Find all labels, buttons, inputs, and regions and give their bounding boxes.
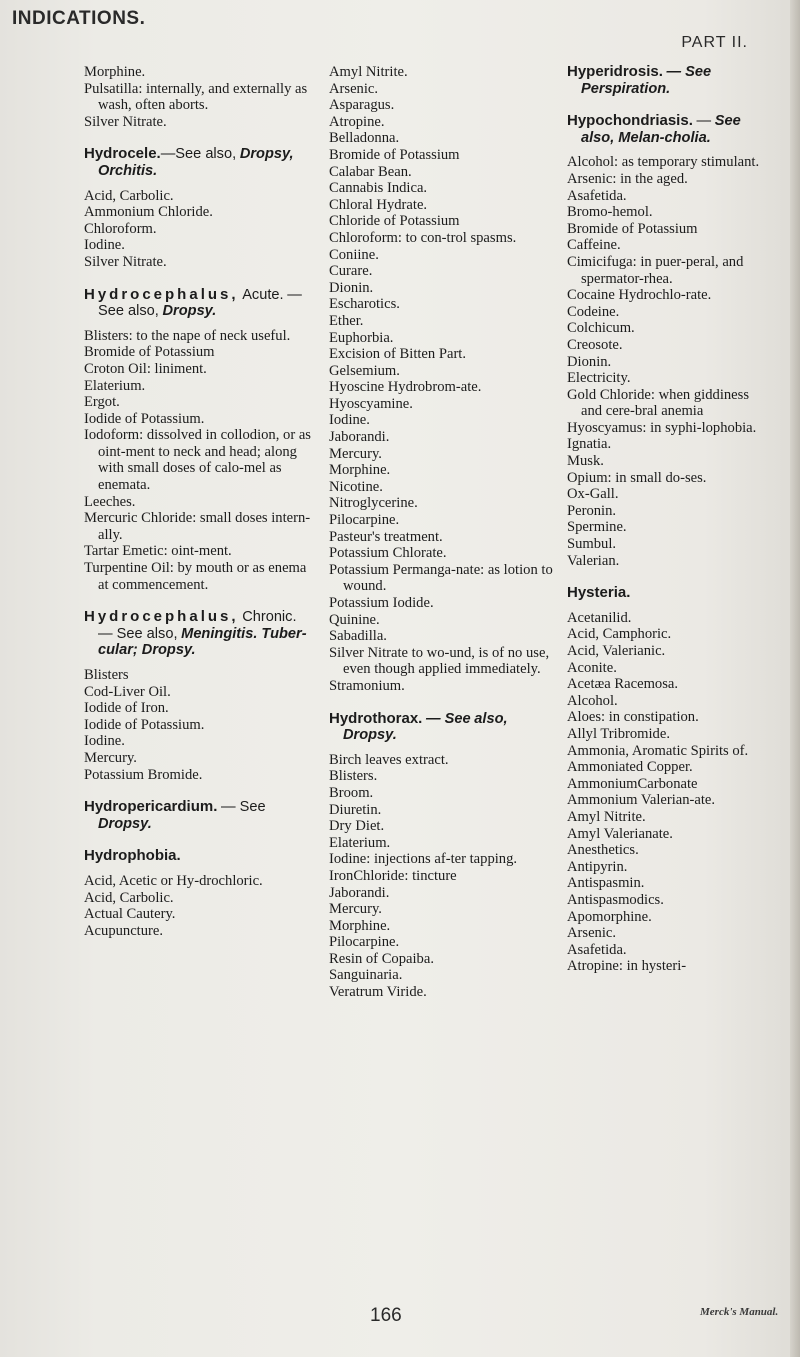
entry-list bbox=[567, 610, 773, 975]
list-item: Curare. bbox=[329, 263, 373, 280]
list-item: Ether. bbox=[329, 312, 364, 329]
list-item: Arsenic. bbox=[329, 80, 379, 97]
list-item: Arsenic. bbox=[567, 925, 617, 942]
heading-hysteria: Hysteria. bbox=[567, 584, 631, 602]
list-item: Ergot. bbox=[84, 394, 120, 411]
list-item: Nitroglycerine. bbox=[329, 495, 418, 512]
entry-list bbox=[84, 667, 312, 783]
list-item: Morphine. bbox=[329, 917, 391, 934]
list-item: Cannabis Indica. bbox=[329, 180, 428, 197]
list-item: Mercury. bbox=[329, 445, 382, 462]
list-item: Antispasmin. bbox=[567, 875, 645, 892]
list-item: Valerian. bbox=[567, 552, 620, 569]
list-item: Stramonium. bbox=[329, 677, 405, 694]
column-1 bbox=[84, 64, 312, 939]
list-item: Calabar Bean. bbox=[329, 163, 412, 180]
list-item: Veratrum Viride. bbox=[329, 984, 427, 1001]
column-2 bbox=[329, 64, 557, 1001]
list-item: Diuretin. bbox=[329, 801, 382, 818]
list-item: Bromide of Potassium bbox=[567, 220, 698, 237]
list-item: Coniine. bbox=[329, 246, 379, 263]
list-item: Potassium Permanga-nate: as lotion to wound. bbox=[329, 561, 553, 595]
list-item: Ammoniated Copper. bbox=[567, 759, 693, 776]
list-item: Amyl Nitrite. bbox=[567, 808, 646, 825]
heading-hydropericardium: Hydropericardium. — See Dropsy. bbox=[84, 798, 266, 832]
list-item: Pilocarpine. bbox=[329, 512, 400, 529]
list-item: Silver Nitrate to wo-und, is of no use, even though applied immediately. bbox=[329, 644, 550, 678]
list-item: Elaterium. bbox=[84, 377, 146, 394]
list-item: Chloral Hydrate. bbox=[329, 196, 428, 213]
list-item: Quinine. bbox=[329, 611, 380, 628]
list-item: Potassium Iodide. bbox=[329, 595, 434, 611]
list-item: Morphine. bbox=[84, 64, 146, 80]
list-item: Birch leaves extract. bbox=[329, 751, 449, 768]
list-item: Antipyrin. bbox=[567, 858, 628, 875]
entry-list bbox=[567, 154, 773, 569]
list-item: Alcohol. bbox=[567, 692, 618, 709]
list-item: Iodine. bbox=[84, 733, 125, 750]
list-item: Sumbul. bbox=[567, 536, 617, 553]
list-item: Spermine. bbox=[567, 519, 627, 536]
heading-hydrocephalus-chronic: Hydrocephalus, Chronic. — See also, Meningitis. Tuber-cular; Dropsy. bbox=[84, 608, 307, 659]
list-item: Ammonia, Aromatic Spirits of. bbox=[567, 742, 749, 759]
list-item: Bromide of Potassium bbox=[329, 146, 460, 163]
entry-list bbox=[329, 752, 557, 1001]
list-item: Cimicifuga: in puer-peral, and spermator-rhea. bbox=[567, 253, 744, 287]
list-item: Atropine. bbox=[329, 113, 385, 130]
list-item: Sabadilla. bbox=[329, 628, 387, 645]
list-item: Ammonium Valerian-ate. bbox=[567, 792, 716, 809]
list-item: Dry Diet. bbox=[329, 818, 385, 835]
list-item: Asafetida. bbox=[567, 941, 627, 958]
list-item: Musk. bbox=[567, 453, 604, 470]
list-item: Silver Nitrate. bbox=[84, 253, 167, 270]
list-item: Acid, Carbolic. bbox=[84, 187, 174, 204]
list-item: Codeine. bbox=[567, 303, 620, 320]
heading-hypochondriasis: Hypochondriasis. — See also, Melan-cholia. bbox=[567, 112, 741, 146]
list-item: Iodoform: dissolved in collodion, or as oint-ment to neck and head; along with small doses of calo-mel as enemata. bbox=[84, 427, 311, 494]
entry-list bbox=[84, 188, 312, 271]
list-item: Acid, Acetic or Hy-drochloric. bbox=[84, 872, 263, 889]
list-item: Opium: in small do-ses. bbox=[567, 469, 707, 486]
list-item: Jaborandi. bbox=[329, 884, 390, 901]
list-item: Colchicum. bbox=[567, 320, 635, 337]
column-3 bbox=[567, 64, 773, 975]
list-item: Tartar Emetic: oint-ment. bbox=[84, 543, 232, 560]
heading-hyperidrosis: Hyperidrosis. — See Perspiration. bbox=[567, 63, 712, 97]
list-item: Ignatia. bbox=[567, 436, 612, 453]
list-item: Amyl Nitrite. bbox=[329, 64, 408, 80]
list-item: Acupuncture. bbox=[84, 922, 164, 939]
entry-list bbox=[84, 328, 312, 594]
list-item: Peronin. bbox=[567, 502, 617, 519]
imprint: Merck's Manual. bbox=[700, 1306, 779, 1318]
list-item: Mercuric Chloride: small doses intern-ally. bbox=[84, 510, 311, 543]
list-item: Elaterium. bbox=[329, 834, 391, 851]
list-item: Pasteur's treatment. bbox=[329, 528, 443, 545]
list-item: Bromo-hemol. bbox=[567, 204, 653, 221]
running-head-left: INDICATIONS. bbox=[12, 8, 146, 29]
list-item: Sanguinaria. bbox=[329, 967, 403, 984]
list-item: Cod-Liver Oil. bbox=[84, 683, 171, 700]
list-item: Acid, Camphoric. bbox=[567, 626, 672, 643]
list-item: Chloride of Potassium bbox=[329, 213, 460, 230]
list-item: Actual Cautery. bbox=[84, 906, 176, 923]
list-item: Chloroform. bbox=[84, 220, 157, 237]
heading-hydrocele: Hydrocele.—See also, Dropsy, Orchitis. bbox=[84, 145, 294, 179]
list-item: Potassium Chlorate. bbox=[329, 545, 447, 562]
entry-list bbox=[84, 64, 312, 130]
list-item: Nicotine. bbox=[329, 478, 383, 495]
list-item: Hyoscine Hydrobrom-ate. bbox=[329, 379, 482, 396]
list-item: Electricity. bbox=[567, 370, 631, 387]
entry-list bbox=[329, 64, 557, 695]
list-item: Amyl Valerianate. bbox=[567, 825, 673, 842]
list-item: Aloes: in constipation. bbox=[567, 709, 699, 726]
list-item: Hyoscyamine. bbox=[329, 395, 413, 412]
list-item: Excision of Bitten Part. bbox=[329, 346, 467, 363]
list-item: Alcohol: as temporary stimulant. bbox=[567, 154, 760, 171]
list-item: Euphorbia. bbox=[329, 329, 394, 346]
list-item: Iodide of Potassium. bbox=[84, 410, 205, 427]
running-head-right: PART II. bbox=[681, 34, 748, 51]
list-item: Belladonna. bbox=[329, 130, 400, 147]
list-item: Blisters: to the nape of neck useful. bbox=[84, 327, 291, 344]
list-item: Chloroform: to con-trol spasms. bbox=[329, 229, 517, 246]
list-item: Iodide of Potassium. bbox=[84, 716, 205, 733]
list-item: Acetæa Racemosa. bbox=[567, 676, 679, 693]
list-item: Creosote. bbox=[567, 336, 623, 353]
list-item: Broom. bbox=[329, 784, 374, 801]
list-item: Apomorphine. bbox=[567, 908, 652, 925]
list-item: Aconite. bbox=[567, 659, 617, 676]
list-item: Mercury. bbox=[329, 901, 382, 918]
list-item: Blisters bbox=[84, 667, 129, 683]
list-item: Cocaine Hydrochlo-rate. bbox=[567, 287, 712, 304]
list-item: Acid, Valerianic. bbox=[567, 643, 666, 659]
list-item: Antispasmodics. bbox=[567, 891, 664, 908]
list-item: Resin of Copaiba. bbox=[329, 950, 434, 967]
list-item: Dionin. bbox=[329, 279, 374, 296]
list-item: Turpentine Oil: by mouth or as enema at commencement. bbox=[84, 560, 307, 593]
heading-hydrophobia: Hydrophobia. bbox=[84, 847, 181, 865]
list-item: Ox-Gall. bbox=[567, 486, 619, 503]
list-item: Allyl Tribromide. bbox=[567, 725, 670, 742]
list-item: Acetanilid. bbox=[567, 609, 632, 626]
list-item: AmmoniumCarbonate bbox=[567, 775, 698, 792]
list-item: Mercury. bbox=[84, 749, 137, 766]
list-item: Pulsatilla: internally, and externally as wash, often aborts. bbox=[84, 80, 308, 114]
list-item: Iodine. bbox=[329, 412, 370, 429]
list-item: Iodine: injections af-ter tapping. bbox=[329, 851, 518, 868]
list-item: Dionin. bbox=[567, 353, 612, 370]
list-item: Iodine. bbox=[84, 237, 125, 254]
list-item: Gelsemium. bbox=[329, 362, 400, 379]
list-item: Asafetida. bbox=[567, 187, 627, 204]
list-item: Pilocarpine. bbox=[329, 934, 400, 951]
list-item: Anesthetics. bbox=[567, 842, 639, 859]
page-edge bbox=[790, 0, 800, 1357]
list-item: Acid, Carbolic. bbox=[84, 889, 174, 906]
list-item: Morphine. bbox=[329, 462, 391, 479]
list-item: IronChloride: tincture bbox=[329, 867, 457, 884]
list-item: Croton Oil: liniment. bbox=[84, 360, 207, 377]
list-item: Bromide of Potassium bbox=[84, 344, 215, 361]
list-item: Gold Chloride: when giddiness and cere-bral anemia bbox=[567, 386, 750, 420]
heading-hydrocephalus-acute: Hydrocephalus, Acute. — See also, Dropsy. bbox=[84, 285, 302, 320]
list-item: Hyoscyamus: in syphi-lophobia. bbox=[567, 419, 757, 436]
list-item: Arsenic: in the aged. bbox=[567, 170, 688, 187]
list-item: Potassium Bromide. bbox=[84, 766, 203, 783]
list-item: Caffeine. bbox=[567, 237, 621, 254]
heading-hydrothorax: Hydrothorax. — See also, Dropsy. bbox=[329, 709, 508, 744]
list-item: Silver Nitrate. bbox=[84, 113, 167, 130]
list-item: Leeches. bbox=[84, 493, 136, 510]
list-item: Atropine: in hysteri- bbox=[567, 958, 687, 975]
list-item: Escharotics. bbox=[329, 296, 400, 313]
list-item: Iodide of Iron. bbox=[84, 700, 169, 717]
list-item: Blisters. bbox=[329, 768, 378, 785]
list-item: Jaborandi. bbox=[329, 429, 390, 446]
list-item: Asparagus. bbox=[329, 97, 395, 114]
list-item: Ammonium Chloride. bbox=[84, 204, 213, 221]
entry-list bbox=[84, 873, 312, 939]
page-number: 166 bbox=[370, 1305, 402, 1326]
